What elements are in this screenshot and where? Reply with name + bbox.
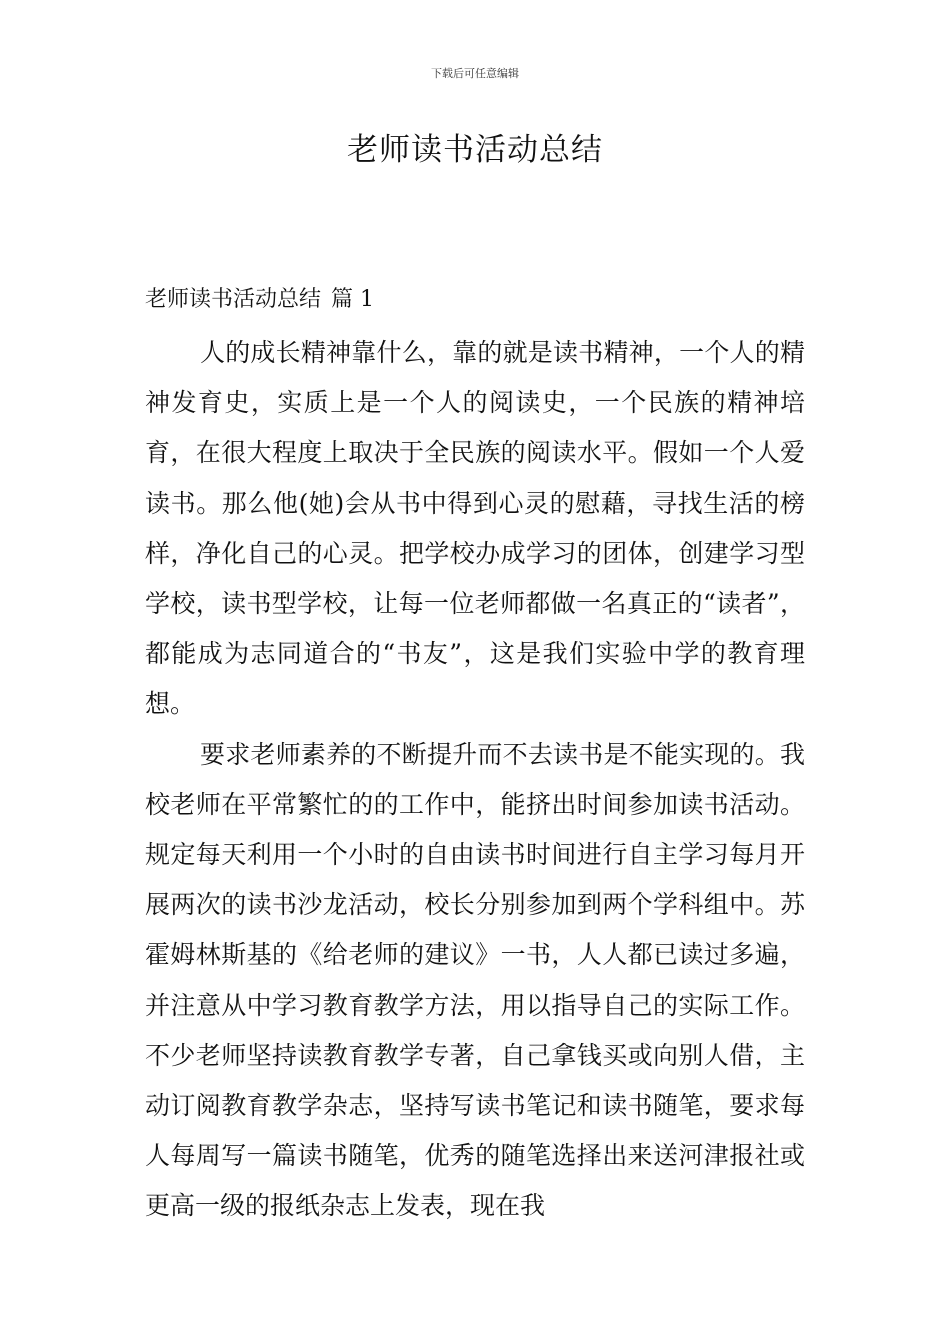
paragraph-2: 要求老师素养的不断提升而不去读书是不能实现的。我校老师在平常繁忙的的工作中，能挤出时间参加读书活动。规定每天利用一个小时的自由读书时间进行自主学习每月开展两次的读书沙龙活动，校长分别参加到两个学科组中。苏霍姆林斯基的《给老师的建议》一书，人人都已读过多遍，并注意从中学习教育教学方法，用以指导自己的实际工作。不少老师坚持读教育教学专著，自己拿钱买或向别人借，主动订阅教育教学杂志，坚持写读书笔记和读书随笔，要求每人每周写一篇读书随笔，优秀的随笔选择出来送河津报社或更高一级的报纸杂志上发表，现在我 xyxy=(145,739,805,1221)
document-title: 老师读书活动总结 xyxy=(347,132,603,168)
paragraph-1: 人的成长精神靠什么，靠的就是读书精神，一个人的精神发育史，实质上是一个人的阅读史，一个民族的精神培育，在很大程度上取决于全民族的阅读水平。假如一个人爱读书。那么他(她)会从书中得到心灵的慰藉，寻找生活的榜样，净化自己的心灵。把学校办成学习的团体，创建学习型学校，读书型学校，让每一位老师都做一名真正的“读者”，都能成为志同道合的“书友”，这是我们实验中学的教育理想。 xyxy=(145,338,805,719)
section-label: 篇 1 xyxy=(331,287,375,312)
section-heading xyxy=(145,282,374,318)
body-text xyxy=(145,328,805,1232)
section-heading-text: 老师读书活动总结 xyxy=(145,287,322,312)
header-note: 下载后可任意编辑 xyxy=(431,67,519,80)
